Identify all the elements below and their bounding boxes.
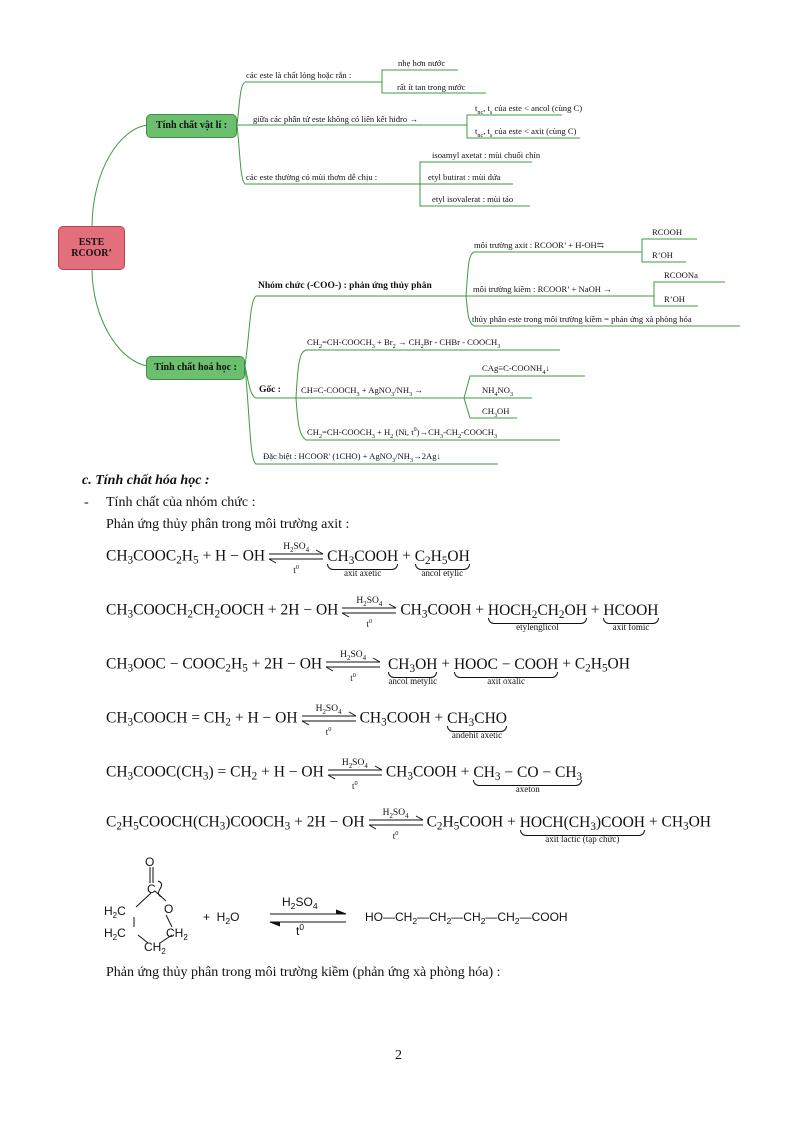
radical-product-1: $CAg\equiv C-COONH_4↓$: [482, 363, 550, 376]
equation-6: $C_2H_5COOCH(CH_3)COOCH_3 + 2H$ − OH $H_2SO_4$ $t^0$ $C_2H_5COOH$ + $HOCH(CH_3)COOH$ axit lactic (tạp chức) + $CH_3OH$: [106, 808, 711, 844]
bullet-text: Tính chất của nhóm chức :: [106, 495, 256, 510]
chemical-properties-node: Tính chất hoá học :: [146, 356, 245, 380]
lactone-water: + $H_2O$: [203, 910, 240, 926]
base-product-1: RCOONa: [664, 270, 698, 280]
base-product-2: R’OH: [664, 294, 686, 304]
equation-3: $CH_3OOC$ − $COOC_2H_5 + 2H$ − OH $H_2SO_4$ $t^0$ $CH_3OH$ ancol metylic + HOOC − COOH axit oxalic + $C_2H_5OH$: [106, 650, 630, 686]
lactone-arrow: $H_2SO_4$ $t^0$: [266, 895, 350, 941]
physical-leaf-3c: etyl isovalerat : mùi táo: [432, 194, 514, 204]
acid-product-2: R’OH: [652, 250, 674, 260]
lactone-product: $HO—CH_2—CH_2—CH_2—CH_2—COOH$: [365, 910, 568, 926]
bullet-dash: -: [84, 495, 89, 510]
physical-leaf-3b: etyl butirat : mùi dứa: [428, 172, 501, 182]
radical-branch: Gốc :: [259, 385, 281, 395]
radical-reaction-3: $CH_2=CH-COOCH_3 + H_2$ (Ni, $t^0)\to CH_3-CH_2-COOCH_3$: [307, 427, 498, 440]
physical-leaf-3a: isoamyl axetat : mùi chuối chín: [432, 150, 541, 160]
special-reaction: Đặc biệt : HCOOR' $(1CHO) + AgNO_3/NH_3\to 2Ag↓$: [263, 451, 441, 464]
mindmap-root-node: [58, 226, 125, 270]
physical-leaf-1b: rất ít tan trong nước: [397, 82, 466, 92]
svg-text:CH2: $CH_2$: [144, 940, 166, 955]
saponification-note: thủy phân este trong môi trường kiềm = phản ứng xà phòng hóa: [472, 314, 692, 324]
svg-text:CH2: $CH_2$: [166, 926, 188, 942]
base-hydrolysis-intro: Phản ứng thủy phân trong môi trường kiềm (phản ứng xà phòng hóa) :: [106, 965, 501, 980]
acid-medium-branch: môi trường axit : RCOOR’ + H-OH⇆: [474, 240, 604, 250]
physical-leaf-2b: $t_{nc}$, $t_s$ của este < axit (cùng C): [475, 126, 577, 139]
lactone-structure: [100, 855, 210, 955]
acid-hydrolysis-intro: Phản ứng thủy phân trong môi trường axit :: [106, 517, 350, 532]
physical-leaf-1a: nhẹ hơn nước: [398, 58, 446, 68]
root-line2: RCOOR’: [71, 248, 112, 259]
svg-text:O: O: [145, 855, 155, 869]
functional-group-branch: Nhóm chức (-COO-) : phản ứng thủy phân: [258, 281, 432, 291]
radical-product-3: $CH_3OH$: [482, 406, 510, 419]
physical-properties-node: Tính chất vật lí :: [146, 114, 237, 138]
physical-branch-1: các este là chất lỏng hoặc rắn :: [246, 70, 352, 80]
physical-branch-3: các este thường có mùi thơm dễ chịu :: [246, 172, 378, 182]
equation-5: $CH_3COOC(CH_3) = CH_2 + H$ − OH $H_2SO_4$ $t^0$ $CH_3COOH + CH_3$ − CO − $CH_3$ axeton: [106, 758, 583, 794]
equation-1: $CH_3COOC_2H_5 + H$ − OH $H_2SO_4$ $t^0$ $CH_3COOH$ axit axetic + $C_2H_5OH$ ancol etylic: [106, 542, 470, 578]
page-number: 2: [395, 1048, 402, 1063]
root-line1: ESTE: [78, 236, 105, 248]
radical-reaction-1: $CH_2=CH-COOCH_3 + Br_2 \to CH_2Br$ - CHBr - $COOCH_3$: [307, 337, 501, 350]
svg-text:H2C: $H_2C$: [104, 904, 126, 920]
equation-2: $CH_3COOCH_2CH_2OOCH + 2H$ − OH $H_2SO_4$ $t^0$ $CH_3COOH$ + $HOCH_2CH_2OH$ etylenglicol + HCOOH axit fomic: [106, 596, 659, 632]
section-heading: c. Tính chất hóa học :: [82, 473, 210, 488]
physical-branch-2: giữa các phân tử este không có liên kết hiđro →: [253, 114, 418, 124]
svg-text:H2C: $H_2C$: [104, 926, 126, 942]
svg-text:C: C: [147, 882, 156, 896]
base-medium-branch: môi trường kiềm : RCOOR’ + NaOH →: [473, 284, 612, 294]
radical-reaction-2: $CH\equiv C-COOCH_3$ + $AgNO_3/NH_3$ →: [301, 385, 423, 398]
svg-text:O: O: [164, 902, 174, 916]
radical-product-2: $NH_4NO_3$: [482, 385, 514, 398]
physical-leaf-2a: $t_{nc}$, $t_s$ của este < ancol (cùng C): [475, 103, 583, 116]
equation-4: $CH_3COOCH = CH_2 + H$ − OH $H_2SO_4$ $t^0$ $CH_3COOH + CH_3CHO$ andehit axetic: [106, 704, 507, 740]
acid-product-1: RCOOH: [652, 227, 683, 237]
